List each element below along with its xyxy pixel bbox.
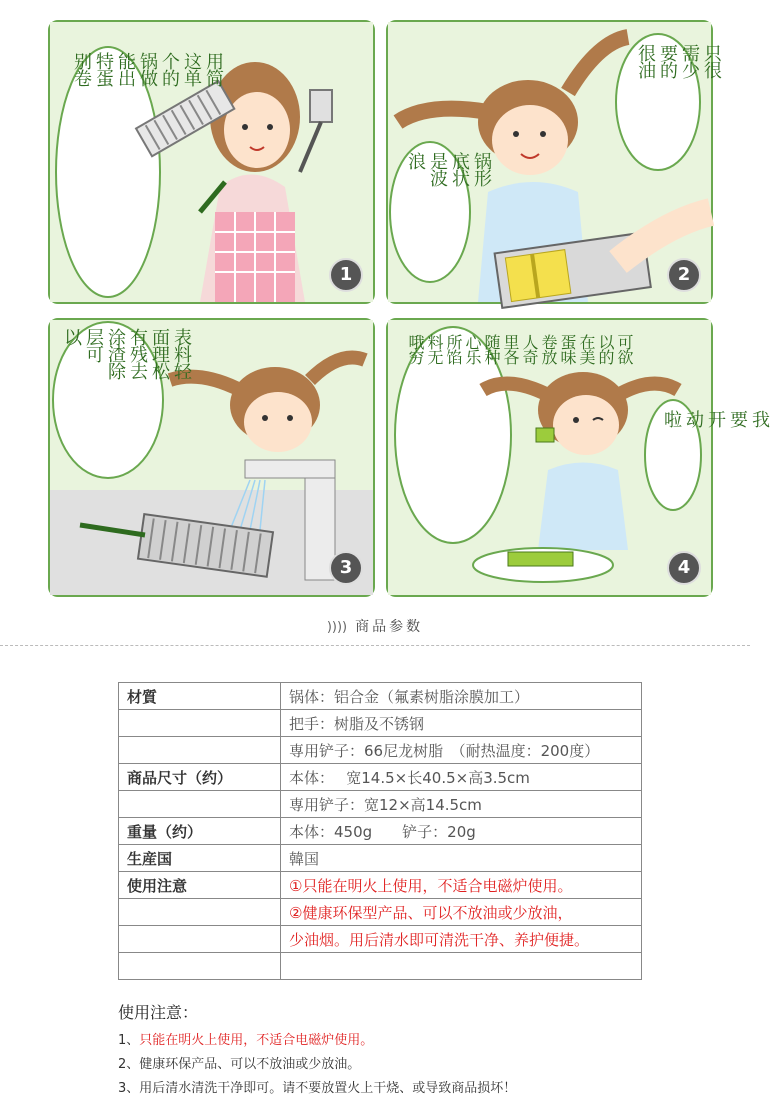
row-label: 生産国 <box>119 845 281 872</box>
row-value: 少油烟。用后清水即可清洗干净、养护便捷。 <box>281 926 642 953</box>
note-item-1 <box>118 1029 718 1053</box>
row-value: 把手：树脂及不锈钢 <box>281 710 642 737</box>
speech-text-left: 可欲 以的 在美 蛋味 卷放 人奇 里各 随种 心乐 所馅 料无 哦穷 <box>406 334 634 364</box>
table-row <box>119 683 642 710</box>
comic-panel-2 <box>386 20 722 304</box>
row-value: ②健康环保型产品、可以不放油或少放油， <box>281 899 642 926</box>
row-value: 韓国 <box>281 845 642 872</box>
row-value: 本体： 宽14.5×长40.5×高3.5cm <box>281 764 642 791</box>
speech-text: 用简 这单 个的 锅做 能出 特蛋 别卷 <box>71 52 224 86</box>
sound-wave-icon: )))) <box>326 620 348 635</box>
spec-table <box>118 682 642 980</box>
step-number-badge: 4 <box>667 551 701 585</box>
row-label: 材質 <box>119 683 281 710</box>
row-value: 锅体：铝合金（氟素树脂涂膜加工） <box>281 683 642 710</box>
section-header <box>0 616 750 636</box>
step-number-badge: 1 <box>329 258 363 292</box>
comic-panel-1 <box>48 20 375 304</box>
usage-notes <box>118 1000 718 1101</box>
row-value <box>281 953 642 980</box>
notes-title: 使用注意： <box>118 1003 199 1022</box>
table-row <box>119 899 642 926</box>
comic-panel-4 <box>386 318 770 597</box>
comic-panel-3 <box>48 318 375 597</box>
row-label <box>119 737 281 764</box>
table-row <box>119 872 642 899</box>
step-number-badge: 3 <box>329 551 363 585</box>
speech-text-right: 只很 需少 要的 很油 <box>635 44 722 78</box>
note-item-1-number: 1、 <box>118 1033 140 1048</box>
row-value: 本体：450g 铲子：20g <box>281 818 642 845</box>
table-row <box>119 710 642 737</box>
speech-text-left: 锅形 底状 是波 浪 <box>405 152 492 186</box>
row-label <box>119 710 281 737</box>
row-value: 専用铲子：66尼龙树脂 （耐热温度：200度） <box>281 737 642 764</box>
table-row <box>119 791 642 818</box>
section-title: 商品参数 <box>355 619 424 635</box>
table-row <box>119 953 642 980</box>
table-row <box>119 845 642 872</box>
row-label <box>119 899 281 926</box>
row-value: 専用铲子：宽12×高14.5cm <box>281 791 642 818</box>
row-label <box>119 791 281 818</box>
row-label: 商品尺寸（约） <box>119 764 281 791</box>
section-divider <box>0 645 750 646</box>
table-row <box>119 926 642 953</box>
row-label: 重量（约） <box>119 818 281 845</box>
row-label <box>119 953 281 980</box>
speech-text-right: 我 要 开 动 啦 <box>661 410 770 427</box>
note-item-2: 2、健康环保产品、可以不放油或少放油。 <box>118 1057 361 1072</box>
speech-text: 表料轻 面理松 有残去 涂渣除 层可 以 <box>61 328 192 379</box>
table-row <box>119 764 642 791</box>
step-number-badge: 2 <box>667 258 701 292</box>
note-item-1-text: 只能在明火上使用，不适合电磁炉使用。 <box>139 1033 374 1048</box>
row-value: ①只能在明火上使用，不适合电磁炉使用。 <box>281 872 642 899</box>
table-row <box>119 737 642 764</box>
row-label: 使用注意 <box>119 872 281 899</box>
row-label <box>119 926 281 953</box>
note-item-3: 3、用后清水清洗干净即可。请不要放置火上干烧、或导致商品损坏！ <box>118 1081 517 1096</box>
table-row <box>119 818 642 845</box>
